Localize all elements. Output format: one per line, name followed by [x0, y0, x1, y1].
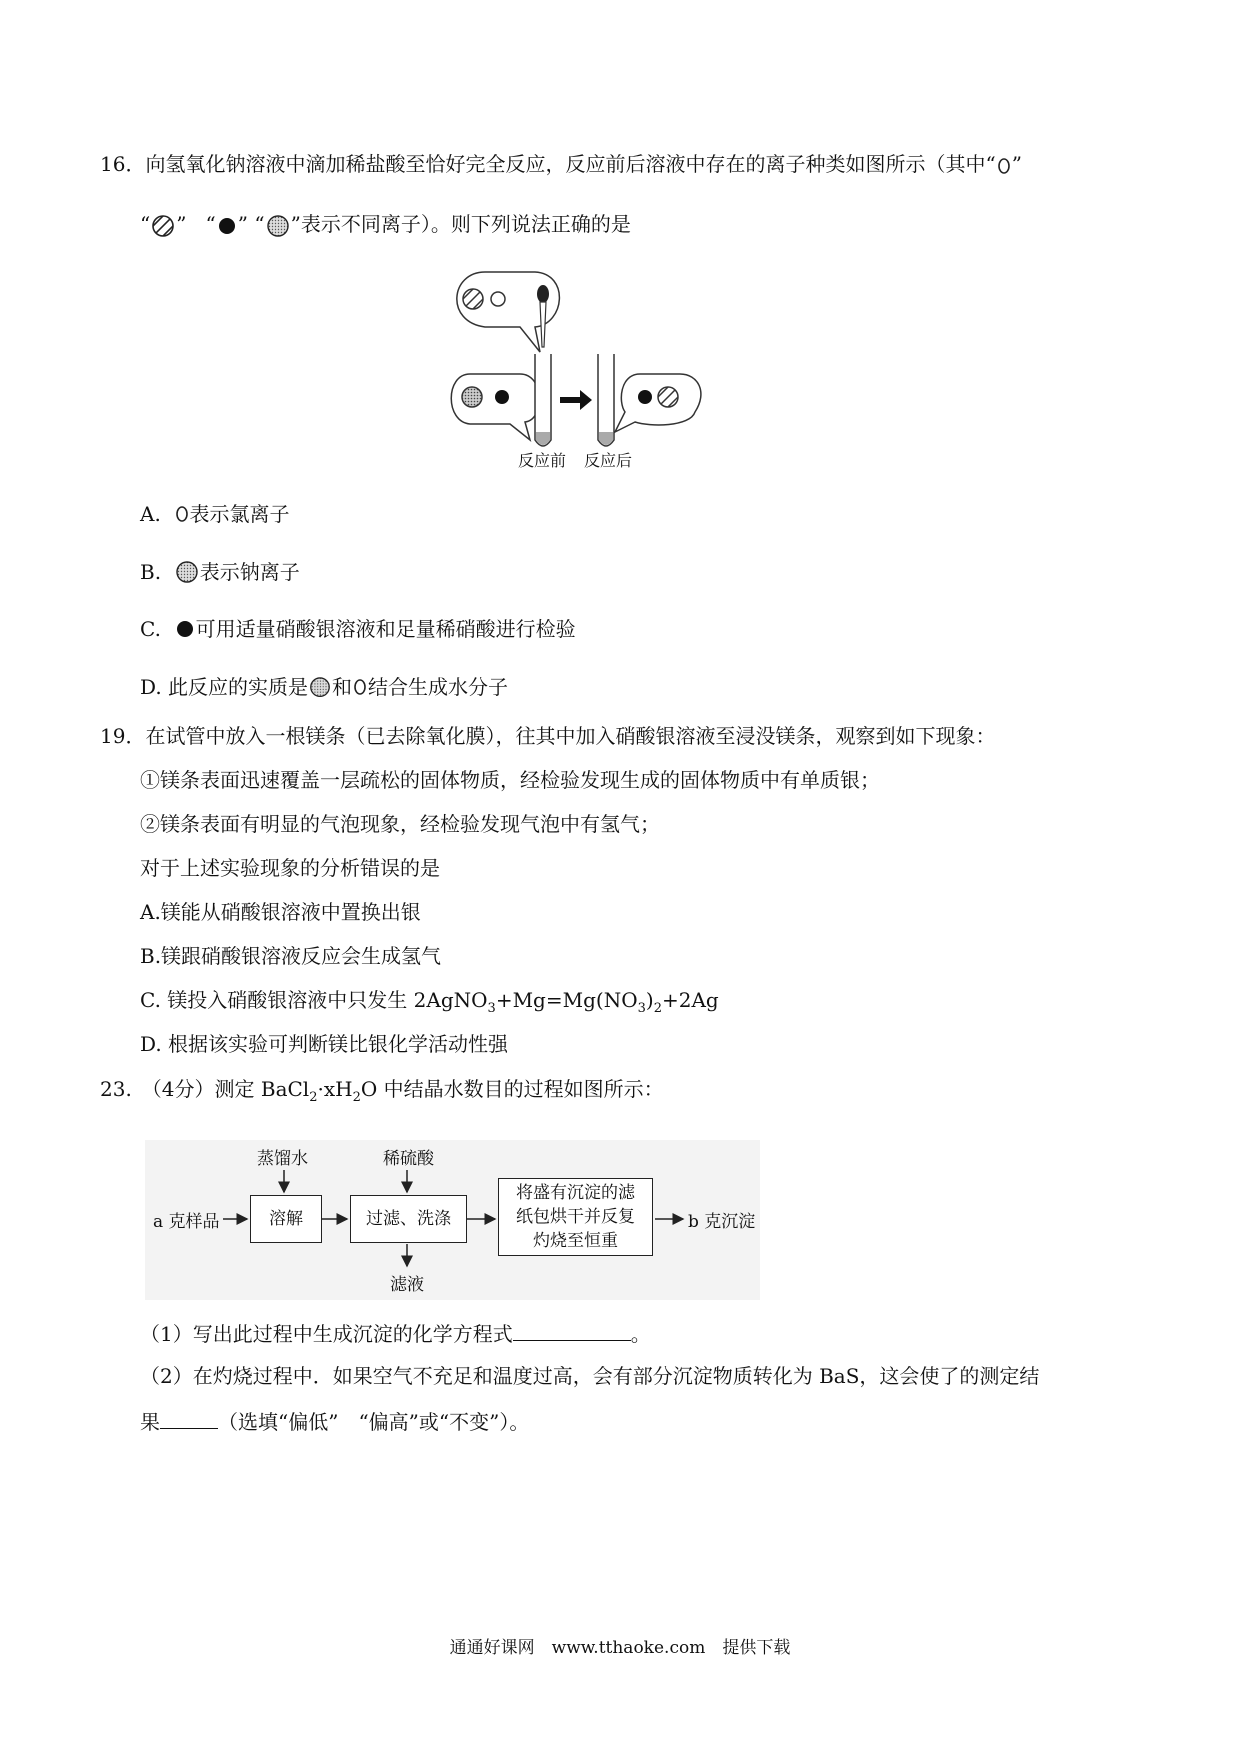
- q23-flowchart: [145, 1140, 760, 1300]
- flow-filter-box: 过滤、洗涤: [350, 1195, 467, 1243]
- q16-quote-open-2: “: [205, 212, 216, 236]
- q19-question: 对于上述实验现象的分析错误的是: [140, 856, 440, 880]
- q19-option-d: D. 根据该实验可判断镁比银化学活动性强: [140, 1032, 509, 1056]
- answer-blank-1[interactable]: [513, 1318, 631, 1341]
- q16-reaction-figure: [440, 262, 710, 472]
- flow-water-label: 蒸馏水: [257, 1149, 308, 1169]
- q16-quote-open-3: “: [254, 212, 265, 236]
- page-footer: 通通好课网 www.tthaoke.com 提供下载: [449, 1638, 791, 1658]
- option-c-end: +2Ag: [661, 988, 719, 1012]
- q23-stem-post: O 中结晶水数目的过程如图所示：: [360, 1077, 664, 1101]
- q19-option-c: [140, 986, 719, 1023]
- q16-stem-quote-close: ”: [1011, 152, 1022, 176]
- q23-sub2-post: （选填“偏低” “偏高”或“不变”）。: [218, 1410, 530, 1434]
- dotted-ion-icon: [174, 561, 200, 587]
- option-a-prefix: A.: [140, 502, 161, 526]
- q19-option-b: B.镁跟硝酸银溶液反应会生成氢气: [140, 944, 442, 968]
- option-c-mid: +Mg=Mg(NO: [495, 988, 638, 1012]
- small-white-ion-icon: [996, 155, 1012, 177]
- q16-option-d: [140, 673, 508, 702]
- q23-subquestion-2-line1: （2）在灼烧过程中．如果空气不充足和温度过高，会有部分沉淀物质转化为 BaS，这会使了的测定结: [140, 1364, 1040, 1388]
- sub-2: 2: [352, 1090, 361, 1105]
- q23-sub1-end: 。: [630, 1322, 651, 1346]
- sub-2: 2: [653, 1001, 662, 1016]
- striped-ion-icon: [150, 213, 176, 239]
- flow-sample-label: a 克样品: [153, 1212, 220, 1232]
- flow-product-label: b 克沉淀: [688, 1212, 756, 1232]
- q23-stem-mid: ·xH: [317, 1077, 353, 1101]
- q16-option-b: [140, 558, 300, 587]
- q16-stem-text: 16．向氢氧化钠溶液中滴加稀盐酸至恰好完全反应，反应前后溶液中存在的离子种类如图所示（其中“: [100, 152, 996, 176]
- q16-quote-close-1: ”: [176, 212, 187, 236]
- option-d-mid: 和: [332, 675, 353, 699]
- dotted-ion-icon: [308, 676, 332, 702]
- small-white-ion-icon: [352, 678, 368, 700]
- sub-2: 2: [309, 1090, 318, 1105]
- flow-acid-label: 稀硫酸: [383, 1149, 434, 1169]
- q16-option-c: [140, 615, 576, 643]
- option-d-prefix: D. 此反应的实质是: [140, 675, 309, 699]
- sub-3: 3: [637, 1001, 646, 1016]
- q19-observation-1: ①镁条表面迅速覆盖一层疏松的固体物质，经检验发现生成的固体物质中有单质银；: [140, 768, 880, 792]
- small-white-ion-icon: [174, 505, 190, 527]
- q16-quote-close-2: ”: [237, 212, 249, 236]
- option-b-prefix: B.: [140, 560, 162, 584]
- label-before-reaction: 反应前: [518, 451, 567, 470]
- flow-filtrate-label: 滤液: [390, 1275, 424, 1295]
- q23-stem-pre: 23. （4分）测定 BaCl: [100, 1077, 310, 1101]
- q19-option-a: A.镁能从硝酸银溶液中置换出银: [140, 900, 421, 924]
- option-c-prefix: C.: [140, 617, 161, 641]
- q23-stem: [100, 1075, 664, 1112]
- label-after-reaction: 反应后: [584, 451, 633, 470]
- q23-subquestion-1: [140, 1318, 651, 1348]
- q19-stem: 19．在试管中放入一根镁条（已去除氧化膜），往其中加入硝酸银溶液至浸没镁条，观察到如下现象：: [100, 724, 996, 748]
- black-ion-icon: [216, 215, 238, 237]
- option-d-text: 结合生成水分子: [368, 675, 509, 699]
- flow-calcine-box: 将盛有沉淀的滤纸包烘干并反复灼烧至恒重: [498, 1178, 653, 1256]
- option-b-text: 表示钠离子: [199, 560, 300, 584]
- q16-stem-end: ”表示不同离子）。则下列说法正确的是: [290, 212, 631, 236]
- flow-dissolve-box: 溶解: [250, 1195, 322, 1243]
- dotted-ion-icon: [265, 213, 291, 239]
- q16-stem-line2: [140, 210, 631, 239]
- option-c-pre: C. 镁投入硝酸银溶液中只发生 2AgNO: [140, 988, 488, 1012]
- option-c-text: 可用适量硝酸银溶液和足量稀硝酸进行检验: [195, 617, 576, 641]
- option-a-text: 表示氯离子: [189, 502, 290, 526]
- answer-blank-2[interactable]: [160, 1406, 218, 1429]
- q23-subquestion-2-line2: [140, 1406, 529, 1436]
- q16-option-a: [140, 500, 290, 528]
- sub-3: 3: [487, 1001, 496, 1016]
- black-ion-icon: [174, 620, 196, 642]
- q16-stem-line1: [100, 150, 1022, 178]
- option-c-post: ): [645, 988, 654, 1012]
- q23-sub2-pre: 果: [140, 1410, 160, 1434]
- q19-observation-2: ②镁条表面有明显的气泡现象，经检验发现气泡中有氢气；: [140, 812, 660, 836]
- q23-sub1-text: （1）写出此过程中生成沉淀的化学方程式: [140, 1322, 513, 1346]
- q16-quote-open-1: “: [140, 212, 151, 236]
